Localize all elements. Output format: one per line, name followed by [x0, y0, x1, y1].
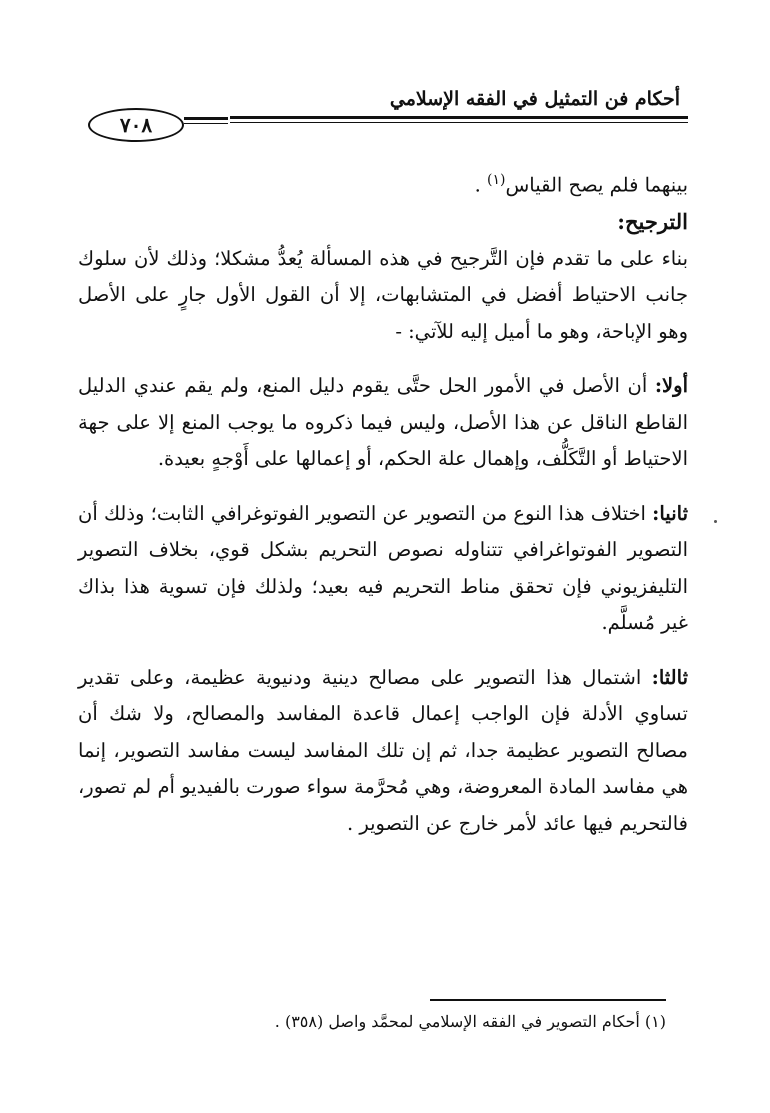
paragraph-third-reason: ثالثا: اشتمال هذا التصوير على مصالح دينية ودنيوية عظيمة، وعلى تقدير تساوي الأدلة فإن الواجب إعمال قاعدة المفاسد والمصالح، ولا شك أن مصالح التصوير عظيمة جدا، ثم إن تلك المفاسد ليست مفاسد التصوير، إنما هي مفاسد المادة المعروضة، وهي مُحرَّمة سواء صورت بالفيديو أم لم تصور، فالتحريم فيها عائد لأمر خارج عن التصوير .	[78, 665, 688, 835]
ornament-line	[184, 117, 228, 120]
section-heading: الترجيح:	[617, 209, 688, 234]
margin-dot	[714, 520, 717, 523]
page-number: ٧٠٨	[88, 108, 184, 142]
page-body	[78, 162, 688, 860]
ornament-line	[184, 123, 228, 124]
paragraph-first-reason: أولا: أن الأصل في الأمور الحل حتَّى يقوم دليل المنع، ولم يقم عندي الدليل القاطع الناقل عن هذا الأصل، وليس فيما ذكروه ما يوجب المنع إلا على جهة الاحتياط أو التَّكَلُّف، وإهمال علة الحكم، أو إعمالها على أَوْجهٍ بعيدة.	[78, 374, 688, 470]
running-title: أحكام فن التمثيل في الفقه الإسلامي	[389, 88, 680, 110]
footnote-separator	[430, 999, 666, 1001]
reason-label: ثالثا:	[651, 665, 688, 689]
footnote: (١) أحكام التصوير في الفقه الإسلامي لمحمَّد واصل (٣٥٨) .	[274, 1012, 666, 1031]
footnote-reference: (١)	[487, 172, 506, 188]
opening-line: بينهما فلم يصح القياس$^{(١)}$ .	[474, 172, 688, 197]
paragraph-intro: بناء على ما تقدم فإن التَّرجيح في هذه المسألة يُعدُّ مشكلا؛ وذلك لأن سلوك جانب الاحتياط أفضل في المتشابهات، إلا أن القول الأول جارٍ على الأصل وهو الإباحة، وهو ما أميل إليه للآتي: -	[78, 246, 688, 343]
reason-label: ثانيا:	[652, 501, 688, 525]
page-number-ornament	[80, 102, 230, 148]
page-header	[80, 78, 688, 148]
paragraph-second-reason: ثانيا: اختلاف هذا النوع من التصوير عن التصوير الفوتوغرافي الثابت؛ وذلك أن التصوير الفوتواغرافي تتناوله نصوص التحريم بشكل قوي، بخلاف التصوير التليفزيوني فإن تحقق مناط التحريم فيه بعيد؛ ولذلك فإن تسوية هذا بذاك غير مُسلَّم.	[78, 501, 688, 634]
reason-label: أولا:	[654, 374, 688, 397]
